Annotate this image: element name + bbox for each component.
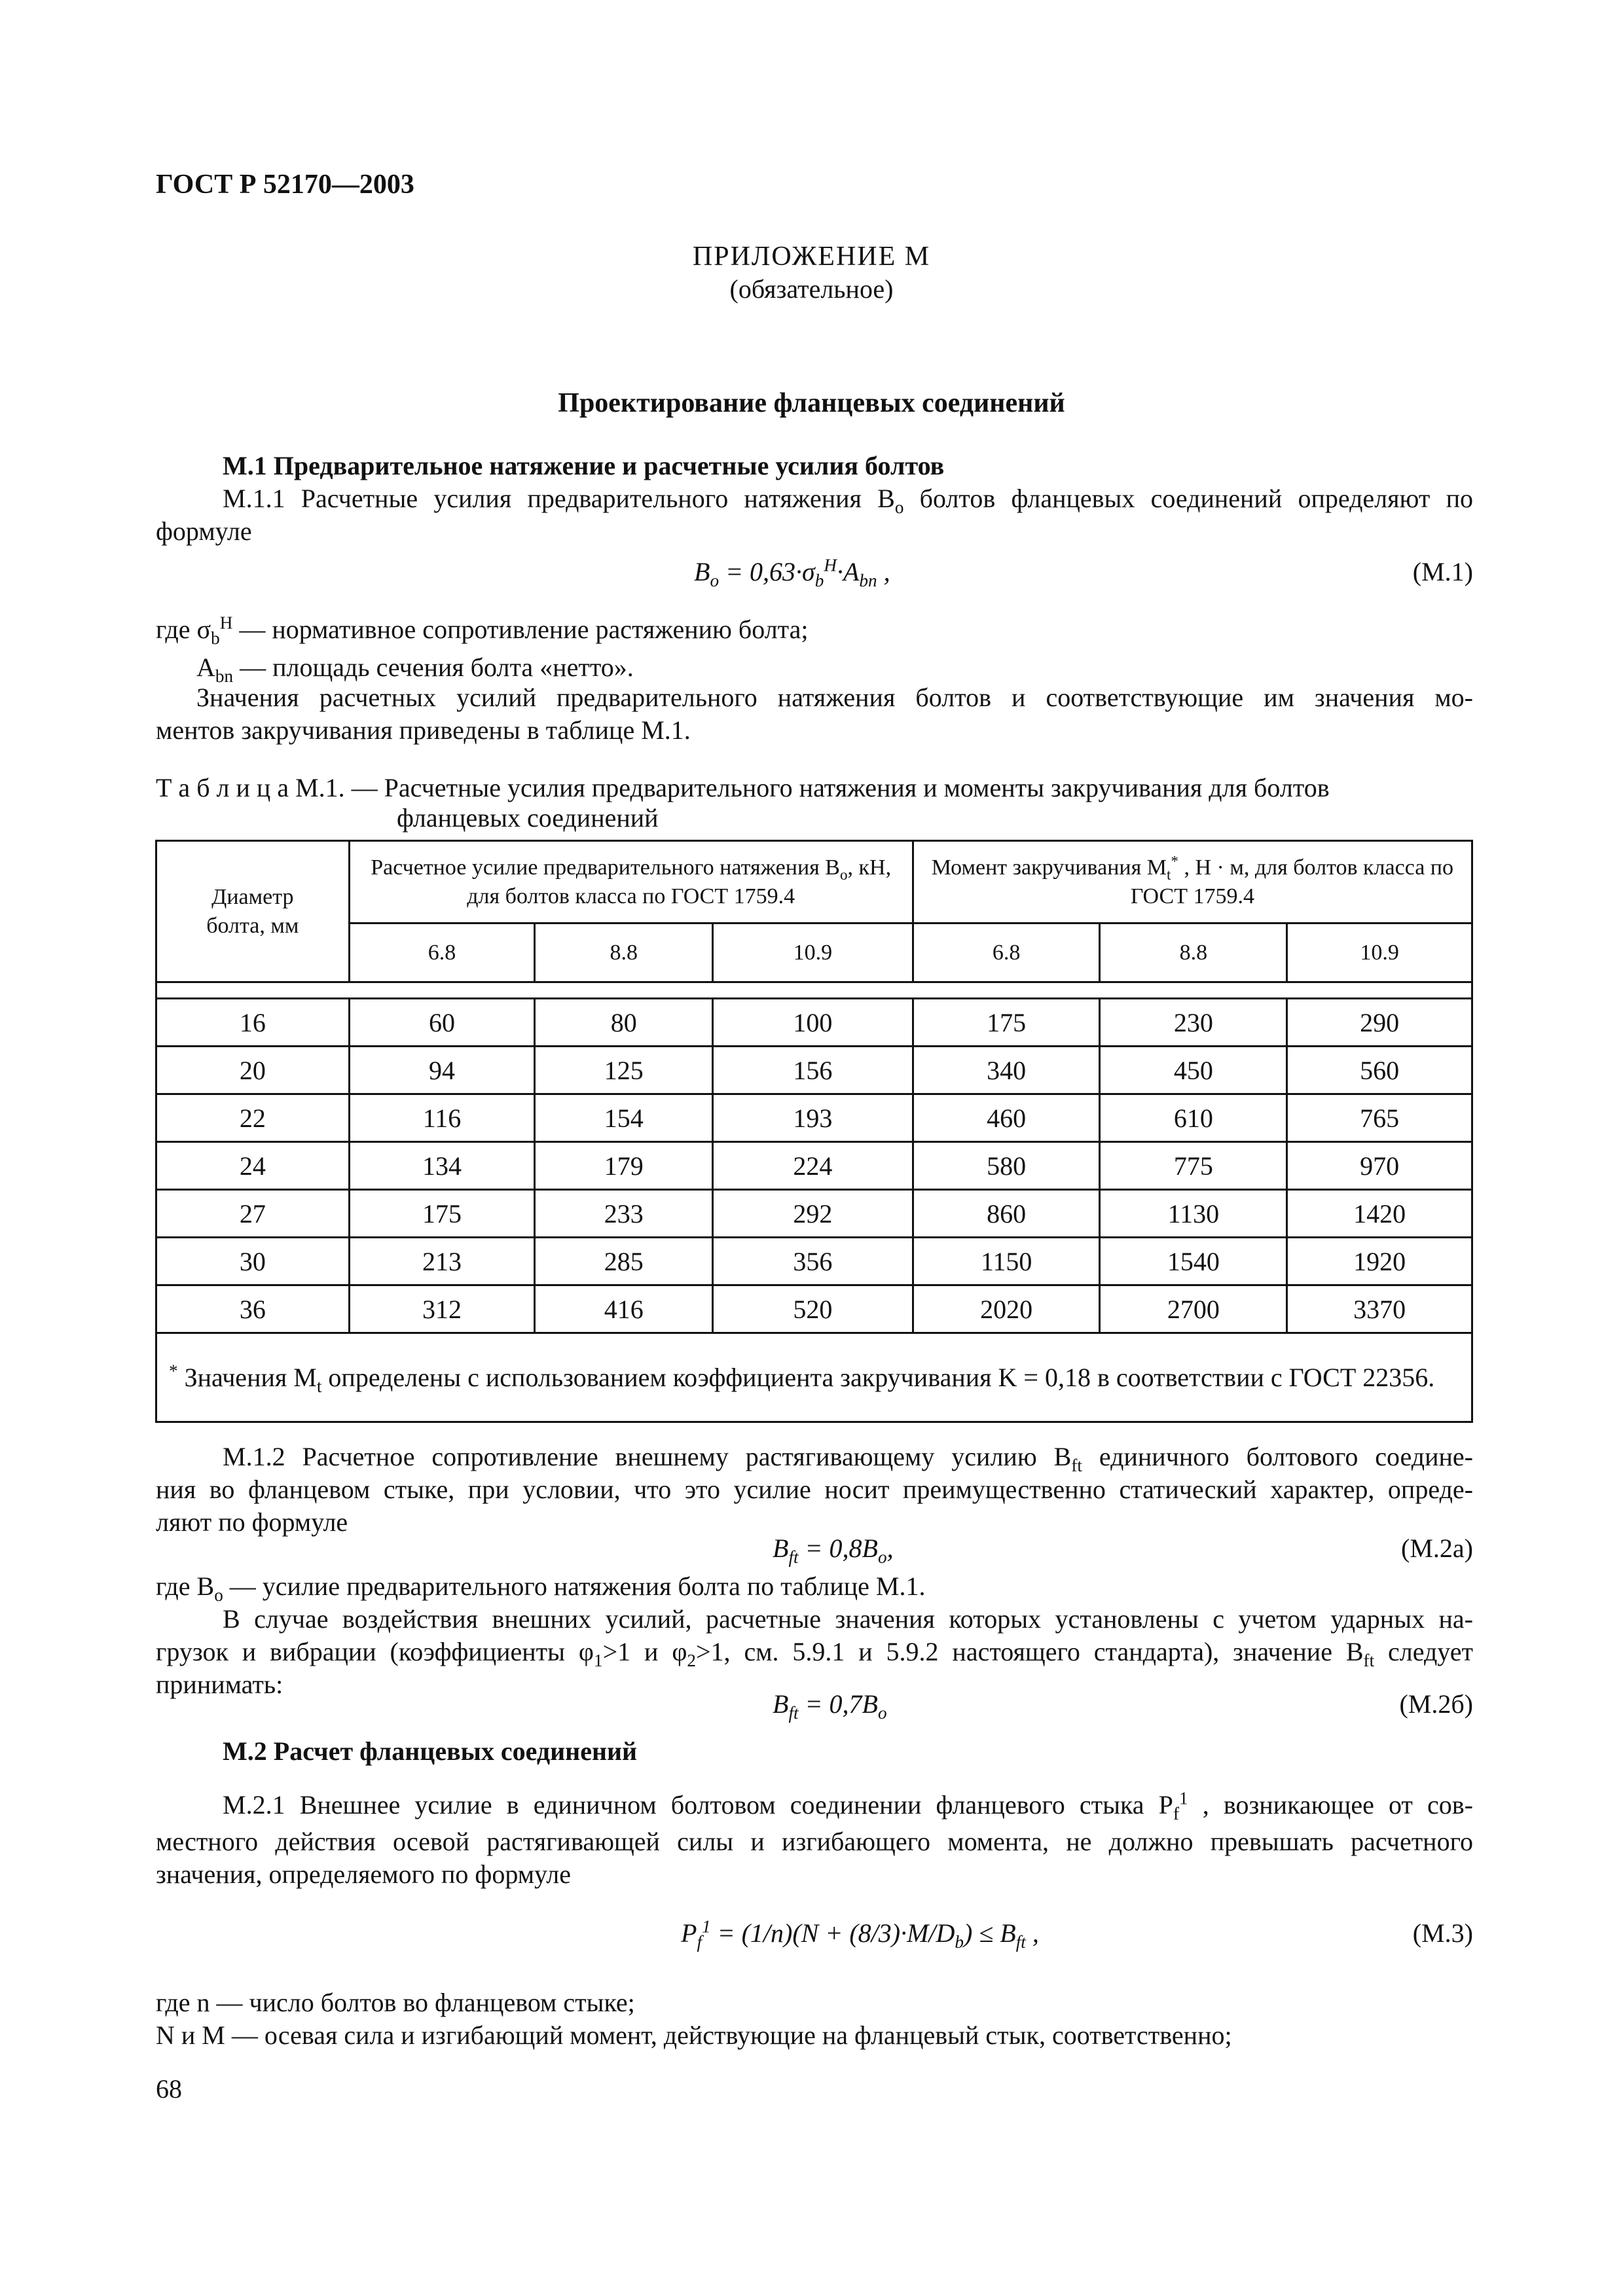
cell-moment-10-9: 970 — [1287, 1142, 1472, 1190]
m2-where-nm: N и M — осевая сила и изгибающий момент, действующие на фланцевый стык, соответственно; — [156, 2020, 1232, 2050]
header-bolt-diameter: Диаметр болта, мм — [156, 841, 350, 982]
cell-force-6-8: 116 — [349, 1094, 535, 1142]
cell-force-10-9: 224 — [713, 1142, 913, 1190]
class-6-8-force: 6.8 — [349, 924, 535, 982]
cell-moment-8-8: 1540 — [1100, 1238, 1287, 1285]
cell-force-8-8: 179 — [535, 1142, 713, 1190]
formula-m2b: $B_{ft} = 0,7B_o$ — [773, 1689, 887, 1723]
cell-moment-6-8: 340 — [913, 1047, 1100, 1094]
cell-force-6-8: 60 — [349, 999, 535, 1047]
table-caption-line-2: фланцевых соединений — [397, 803, 659, 833]
where-sigma: где $\sigma_b^H$ — нормативное сопротивление растяжению болта; — [156, 613, 809, 648]
cell-force-8-8: 154 — [535, 1094, 713, 1142]
cell-force-6-8: 312 — [349, 1285, 535, 1333]
cell-moment-10-9: 1420 — [1287, 1190, 1472, 1238]
m12-line-1: М.1.2 Расчетное сопротивление внешнему растягивающему усилию $B_{ft}$ единичного болтового соедине- — [223, 1442, 1474, 1475]
formula-m3: $P_f^1 = (1/n)(N + (8/3)\cdot M/D_b) \le B_{ft}$ , — [681, 1916, 1039, 1952]
cell-force-6-8: 94 — [349, 1047, 535, 1094]
header-tightening-moment: Момент закручивания $M_t^*$ , Н · м, для болтов класса по ГОСТ 1759.4 — [913, 841, 1472, 924]
section-m1-heading: М.1 Предварительное натяжение и расчетные усилия болтов — [223, 451, 945, 480]
cell-bolt-diameter: 22 — [156, 1094, 350, 1142]
class-8-8-moment: 8.8 — [1100, 924, 1287, 982]
m2-where-n: где n — число болтов во фланцевом стыке; — [156, 1988, 635, 2017]
table-row — [156, 1142, 1472, 1190]
table-row — [156, 999, 1472, 1047]
cell-force-6-8: 134 — [349, 1142, 535, 1190]
formula-m1: $B_o = 0,63\cdot\sigma_b^H\cdot A_{bn}$ , — [694, 555, 890, 590]
m12-line-3: ляют по формуле — [156, 1507, 348, 1537]
m21-line-1: М.2.1 Внешнее усилие в единичном болтовом соединении фланцевого стыка $P_f^1$ , возникающее от сов- — [223, 1788, 1473, 1823]
cell-force-10-9: 356 — [713, 1238, 913, 1285]
table-m1-container — [155, 840, 1473, 1416]
formula-m2a-number: (М.2а) — [1401, 1534, 1473, 1563]
cell-moment-6-8: 175 — [913, 999, 1100, 1047]
m21-line-3: значения, определяемого по формуле — [156, 1859, 572, 1889]
cell-bolt-diameter: 27 — [156, 1190, 350, 1238]
page-number: 68 — [156, 2074, 182, 2104]
cell-moment-10-9: 765 — [1287, 1094, 1472, 1142]
cell-moment-6-8: 580 — [913, 1142, 1100, 1190]
cell-moment-8-8: 2700 — [1100, 1285, 1287, 1333]
m12-where: где $B_o$ — усилие предварительного натяжения болта по таблице М.1. — [156, 1571, 926, 1605]
table-body — [156, 999, 1472, 1333]
cell-force-10-9: 156 — [713, 1047, 913, 1094]
formula-m2a: $B_{ft} = 0,8B_o$, — [773, 1534, 894, 1567]
cell-moment-10-9: 3370 — [1287, 1285, 1472, 1333]
appendix-title: ПРИЛОЖЕНИЕ М — [692, 242, 931, 272]
cell-moment-6-8: 460 — [913, 1094, 1100, 1142]
class-10-9-force: 10.9 — [713, 924, 913, 982]
paragraph-m111-end: формуле — [156, 516, 252, 546]
cell-force-10-9: 100 — [713, 999, 913, 1047]
table-footnote: * Значения $M_t$ определены с использованием коэффициента закручивания K = 0,18 в соответствии с ГОСТ 22356. — [156, 1333, 1472, 1422]
cell-bolt-diameter: 36 — [156, 1285, 350, 1333]
class-10-9-moment: 10.9 — [1287, 924, 1472, 982]
cell-moment-8-8: 230 — [1100, 999, 1287, 1047]
cell-moment-10-9: 560 — [1287, 1047, 1472, 1094]
cell-moment-8-8: 1130 — [1100, 1190, 1287, 1238]
table-row — [156, 1285, 1472, 1333]
where-abn: $A_{bn}$ — площадь сечения болта «нетто». — [196, 653, 634, 686]
appendix-status: (обязательное) — [729, 274, 894, 304]
m12-case-line-3: принимать: — [156, 1670, 283, 1699]
paragraph-m111: М.1.1 Расчетные усилия предварительного натяжения $B_o$ болтов фланцевых соединений определяют по — [223, 484, 1473, 517]
cell-force-6-8: 213 — [349, 1238, 535, 1285]
table-row — [156, 1047, 1472, 1094]
main-title: Проектирование фланцевых соединений — [558, 388, 1065, 418]
cell-force-10-9: 292 — [713, 1190, 913, 1238]
cell-force-10-9: 193 — [713, 1094, 913, 1142]
formula-m3-number: (М.3) — [1412, 1918, 1473, 1948]
m21-line-2: местного действия осевой растягивающей силы и изгибающего момента, не должно превышать расчетного — [156, 1827, 1473, 1856]
values-line-1: Значения расчетных усилий предварительного натяжения болтов и соответствующие им значения мо- — [196, 683, 1473, 712]
formula-m1-number: (М.1) — [1412, 557, 1473, 586]
cell-force-6-8: 175 — [349, 1190, 535, 1238]
class-8-8-force: 8.8 — [535, 924, 713, 982]
cell-force-8-8: 125 — [535, 1047, 713, 1094]
section-m2-heading: М.2 Расчет фланцевых соединений — [223, 1736, 638, 1766]
cell-bolt-diameter: 30 — [156, 1238, 350, 1285]
cell-force-8-8: 80 — [535, 999, 713, 1047]
cell-force-8-8: 416 — [535, 1285, 713, 1333]
header-pretension-force: Расчетное усилие предварительного натяжения $B_o$, кН, для болтов класса по ГОСТ 1759.4 — [349, 841, 913, 924]
cell-moment-6-8: 2020 — [913, 1285, 1100, 1333]
cell-moment-10-9: 290 — [1287, 999, 1472, 1047]
table-row — [156, 1190, 1472, 1238]
cell-bolt-diameter: 24 — [156, 1142, 350, 1190]
m12-case-line-2: грузок и вибрации (коэффициенты $\varphi_1>1$ и $\varphi_2>1$, см. 5.9.1 и 5.9.2 настоящего стандарта), значение $B_{ft}$ следует — [156, 1637, 1474, 1670]
cell-force-10-9: 520 — [713, 1285, 913, 1333]
m12-line-2: ния во фланцевом стыке, при условии, что это усилие носит преимущественно статический характер, опреде- — [156, 1475, 1473, 1504]
cell-moment-8-8: 610 — [1100, 1094, 1287, 1142]
class-6-8-moment: 6.8 — [913, 924, 1100, 982]
cell-moment-10-9: 1920 — [1287, 1238, 1472, 1285]
cell-force-8-8: 233 — [535, 1190, 713, 1238]
table-m1 — [155, 840, 1473, 1423]
table-row — [156, 1094, 1472, 1142]
formula-m2b-number: (М.2б) — [1399, 1689, 1473, 1719]
values-line-2: ментов закручивания приведены в таблице М.1. — [156, 715, 691, 745]
cell-bolt-diameter: 20 — [156, 1047, 350, 1094]
cell-force-8-8: 285 — [535, 1238, 713, 1285]
m12-case-line-1: В случае воздействия внешних усилий, расчетные значения которых установлены с учетом ударных на- — [223, 1604, 1473, 1634]
cell-moment-8-8: 450 — [1100, 1047, 1287, 1094]
doc-code: ГОСТ Р 52170—2003 — [156, 170, 414, 200]
cell-moment-6-8: 1150 — [913, 1238, 1100, 1285]
cell-moment-8-8: 775 — [1100, 1142, 1287, 1190]
table-caption-line-1: Т а б л и ц а М.1. — Расчетные усилия предварительного натяжения и моменты закручивания для болтов — [156, 773, 1330, 802]
table-row — [156, 1238, 1472, 1285]
cell-bolt-diameter: 16 — [156, 999, 350, 1047]
cell-moment-6-8: 860 — [913, 1190, 1100, 1238]
